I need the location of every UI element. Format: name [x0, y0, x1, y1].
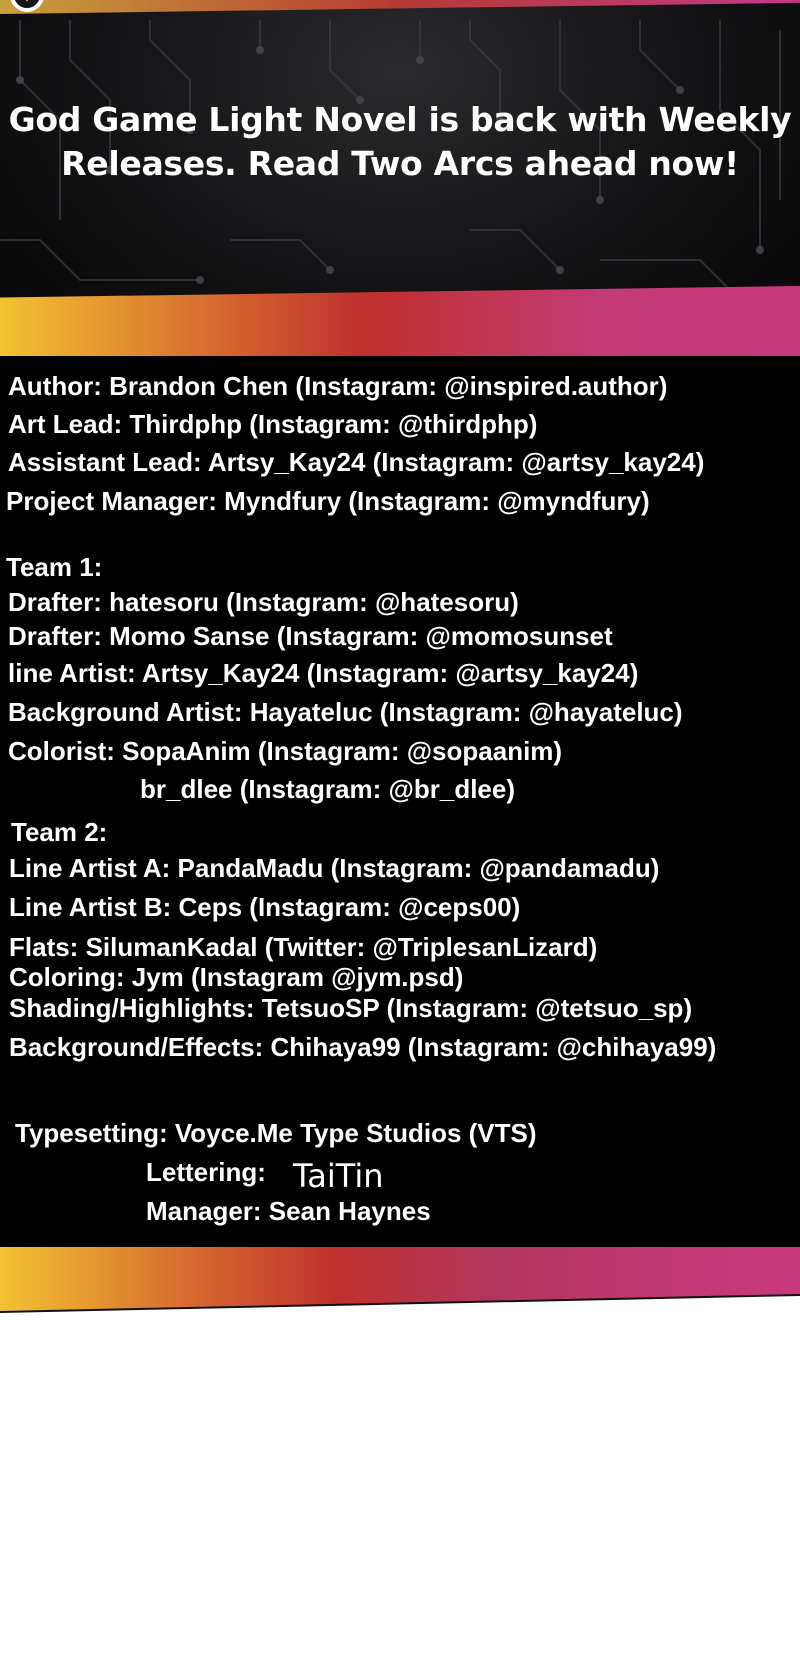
credit-team1-colorist-2: br_dlee (Instagram: @br_dlee) [140, 774, 516, 804]
bottom-stripe-edge-line [0, 1294, 800, 1314]
promo-headline [0, 98, 800, 186]
credit-assistant-lead: Assistant Lead: Artsy_Kay24 (Instagram: @artsy_kay24) [8, 447, 705, 477]
team1-heading: Team 1: [6, 552, 103, 582]
credit-team1-drafter-2: Drafter: Momo Sanse (Instagram: @momosunset [8, 621, 613, 651]
credit-team2-background-effects: Background/Effects: Chihaya99 (Instagram: @chihaya99) [9, 1032, 717, 1062]
headline-line-2: Releases. Read Two Arcs ahead now! [61, 144, 739, 183]
credits-panel [0, 356, 800, 1249]
credit-lettering-name: TaiTin [293, 1157, 384, 1195]
team2-heading: Team 2: [11, 817, 108, 847]
credit-team2-shading: Shading/Highlights: TetsuoSP (Instagram: @tetsuo_sp) [9, 993, 693, 1023]
credit-art-lead: Art Lead: Thirdphp (Instagram: @thirdphp) [8, 409, 538, 439]
credit-author: Author: Brandon Chen (Instagram: @inspired.author) [8, 371, 668, 401]
credit-team1-drafter-1: Drafter: hatesoru (Instagram: @hatesoru) [8, 587, 519, 617]
credit-manager: Manager: Sean Haynes [146, 1196, 431, 1226]
credit-team2-line-artist-b: Line Artist B: Ceps (Instagram: @ceps00) [9, 892, 521, 922]
credit-project-manager: Project Manager: Myndfury (Instagram: @myndfury) [6, 486, 650, 516]
credit-team1-line-artist: line Artist: Artsy_Kay24 (Instagram: @artsy_kay24) [8, 658, 639, 688]
credit-team2-line-artist-a: Line Artist A: PandaMadu (Instagram: @pandamadu) [9, 853, 660, 883]
credit-team2-coloring: Coloring: Jym (Instagram @jym.psd) [9, 962, 464, 992]
mid-color-stripe [0, 286, 800, 358]
credit-team2-flats: Flats: SilumanKadal (Twitter: @TriplesanLizard) [9, 932, 598, 962]
credit-team1-background-artist: Background Artist: Hayateluc (Instagram: @hayateluc) [8, 697, 683, 727]
credit-lettering-label: Lettering: [146, 1157, 266, 1187]
headline-line-1: God Game Light Novel is back with Weekly [8, 100, 792, 139]
credit-typesetting: Typesetting: Voyce.Me Type Studios (VTS) [15, 1118, 537, 1148]
credit-team1-colorist: Colorist: SopaAnim (Instagram: @sopaanim) [8, 736, 563, 766]
